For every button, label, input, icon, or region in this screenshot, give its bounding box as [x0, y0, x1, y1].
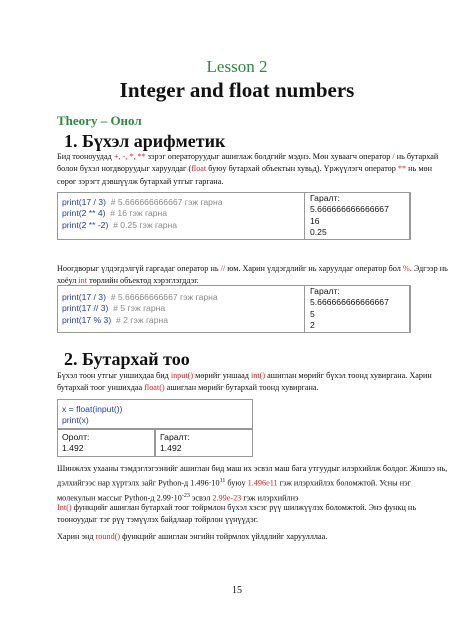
text-line: 16: [310, 215, 320, 226]
text-line: 5.666666666666667: [310, 297, 389, 308]
input-value: 1.492: [62, 443, 84, 454]
text-run: Шинжлэх ухааны тэмдэглэгээнийг ашиглан бид маш их эсвэл маш бага утгуудыг илэрхийлж болдог. Жишээ нь, дэлхийгээс нар хүртэлх зайг Python-д 1.496·10: [57, 464, 448, 489]
code-comment: # 16 гэж гарна: [105, 208, 168, 219]
highlighted-term: 1.496e11: [247, 479, 278, 489]
output-value-3: 1.492: [160, 443, 182, 454]
text-run: эсвэл: [189, 494, 213, 504]
text-run: функцийг ашиглан бутархай тоог тойрмлон бүхэл хэсэг рүү шилжүүлэх боломжтой. Энэ функц нь тооноуудыг тэг рүү тэмүүлэх байдлаар тойрлон үүнүүдэг.: [57, 503, 417, 525]
text-run: Ноогдворыг үлдэгдэлгүй гаргадаг оператор нь: [57, 264, 221, 273]
code-comment: # 5.66666666667 гэж гарна: [105, 292, 218, 302]
text-run: буюу: [225, 479, 248, 489]
output-panel-3: [155, 429, 253, 457]
text-run: гэж илэрхийлнэ: [241, 494, 299, 504]
output-text-1: [310, 193, 389, 239]
text-run: мөрийг уншаад: [193, 371, 251, 380]
highlighted-term: round(): [95, 532, 121, 541]
code-lines-2: [62, 292, 218, 326]
code-lines-3: [62, 404, 122, 427]
highlighted-term: **: [397, 164, 407, 174]
input-panel: [57, 429, 155, 457]
code-line: [62, 303, 218, 314]
text-line: 5.666666666666667: [310, 204, 389, 215]
code-comment: # 2 гэж гарна: [111, 314, 168, 325]
code-statement: print(2 ** -2): [62, 219, 109, 230]
code-comment: # 5 гэж гарна: [108, 303, 166, 314]
text-line: 0.25: [310, 227, 327, 238]
text-run: Бүхэл тоон утгыг уншихдаа бид: [57, 371, 171, 380]
output-label-2: Гаралт:: [310, 286, 340, 296]
output-values-2: [310, 297, 389, 331]
output-text-2: [310, 286, 389, 332]
text-line: 5: [310, 308, 315, 319]
code-line: [62, 292, 218, 303]
code-example-3: [57, 399, 253, 429]
code-statement: print(17 % 3): [62, 314, 112, 325]
section1-paragraph-2: [57, 263, 449, 288]
code-comment: # 0.25 гэж гарна: [108, 219, 178, 230]
section2-paragraph-2: [57, 463, 449, 505]
text-run: зэрэг операторуудыг ашиглаж болдгийг мэднэ. Мөн хуваагч оператор: [145, 152, 393, 161]
text-run: Харин энд: [57, 532, 96, 541]
input-text: [62, 432, 89, 455]
code-statement: print(17 / 3): [62, 292, 106, 302]
code-lines-1: [62, 197, 223, 231]
section1-heading: 1. Бүхэл арифметик: [64, 131, 226, 151]
output-label-1: Гаралт:: [310, 193, 340, 203]
highlighted-term: %: [402, 264, 410, 273]
code-line: [62, 208, 223, 219]
code-line: [62, 197, 223, 208]
code-example-2: [57, 285, 410, 333]
section2-heading: 2. Бутархай тоо: [64, 349, 190, 369]
code-line: [62, 220, 223, 231]
text-run: нь бутархай болон бүхэл ногдворуудыг харуулдаг (: [57, 152, 439, 174]
text-run: нь мөн сөрөг зэрэгт дэвшүүлж бутархай утгыг гаргана.: [57, 164, 432, 186]
code-statement: print(17 / 3): [62, 197, 106, 207]
output-label-3: Гаралт:: [160, 432, 190, 442]
highlighted-term: +, -, *, **: [113, 152, 146, 161]
section2-paragraph-3: [57, 502, 449, 527]
output-values-1: [310, 204, 389, 238]
page-number: 15: [232, 585, 242, 596]
output-text-3: [160, 432, 190, 455]
text-line: 2: [310, 320, 315, 331]
highlighted-term: //: [220, 264, 226, 273]
text-run: төрлийн объектод хэрэглэгддэг.: [87, 276, 199, 286]
code-comment: # 5.666666666667 гэж гарна: [105, 197, 223, 207]
text-run: -23: [181, 493, 190, 500]
highlighted-term: 2.99e-23: [212, 494, 242, 504]
code-statement: print(17 // 3): [62, 303, 109, 314]
theory-heading: Theory – Онол: [57, 113, 142, 128]
input-label: Оролт:: [62, 432, 90, 442]
text-run: 11: [219, 478, 226, 485]
text-run: ашиглан мөрийг бүхэл тоонд хувиргана. Харин бутархай тоог уншихдаа: [57, 371, 432, 393]
highlighted-term: input(): [170, 371, 194, 380]
section2-paragraph-4: [57, 531, 449, 543]
highlighted-term: int: [78, 276, 88, 286]
highlighted-term: float: [191, 164, 207, 174]
highlighted-term: /: [392, 152, 395, 161]
code-example-1: [57, 192, 410, 240]
text-run: . Эдгээр нь хоёул: [57, 264, 448, 286]
text-line: x = float(input()): [62, 404, 123, 414]
text-run: буюу бутархай объектын хувьд). Үржүүлэгч оператор: [206, 164, 398, 174]
text-line: print(x): [62, 415, 89, 426]
code-line: [62, 315, 218, 326]
section2-paragraph-1: [57, 370, 449, 395]
text-run: ашиглан мөрийг бутархай тоонд хувиргана.: [164, 383, 319, 393]
section1-paragraph-1: [57, 151, 449, 188]
page-title: Integer and float numbers: [119, 78, 355, 102]
text-run: Бид тооноуудад: [57, 152, 114, 161]
lesson-label: Lesson 2: [206, 57, 268, 76]
highlighted-term: int(): [250, 371, 266, 380]
highlighted-term: Int(): [57, 503, 72, 512]
text-run: юм. Харин үлдэгдлийг нь харуулдаг оператор бол: [225, 264, 403, 273]
text-run: гэж илэрхийлэх боломжтой. Усны нэг молекулын массыг Python-д 2.99·10: [57, 479, 411, 504]
highlighted-term: float(): [144, 383, 165, 393]
text-run: функцийг ашиглан энгийн тойрмлох үйлдлийг харуулллаа.: [120, 532, 328, 541]
code-statement: print(2 ** 4): [62, 208, 106, 219]
